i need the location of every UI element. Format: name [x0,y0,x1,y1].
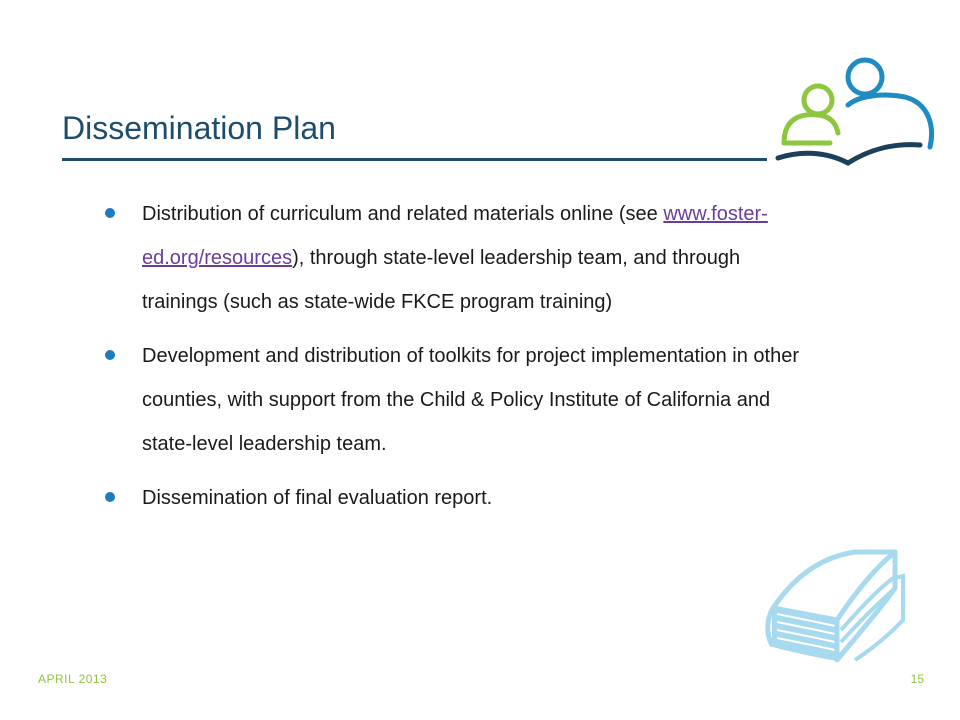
title-underline [62,158,767,161]
bullet-text: Development and distribution of toolkits for project implementation in other counties, with support from the Child & Policy Institute of California and state-level leadership team. [142,345,800,455]
bullet-item-toolkits [100,334,820,466]
bullet-text: Dissemination of final evaluation report. [142,487,493,509]
bullet-text: Distribution of curriculum and related materials online (see [142,203,664,225]
bullet-item-evaluation [100,476,820,520]
bullet-icon [105,350,115,360]
reading-people-book-icon [770,55,945,175]
footer-date: APRIL 2013 [38,672,108,686]
page-number: 15 [910,672,924,686]
bullet-icon [105,208,115,218]
bullet-text: ), through state-level leadership team, and through trainings (such as state-wide FKCE program training) [142,247,741,313]
bullet-list [100,192,820,530]
resources-link[interactable]: www.foster-ed.org/resources [142,203,768,269]
stack-of-books-icon [755,548,915,663]
bullet-item-distribution [100,192,820,324]
bullet-icon [105,492,115,502]
slide-title: Dissemination Plan [62,110,336,146]
